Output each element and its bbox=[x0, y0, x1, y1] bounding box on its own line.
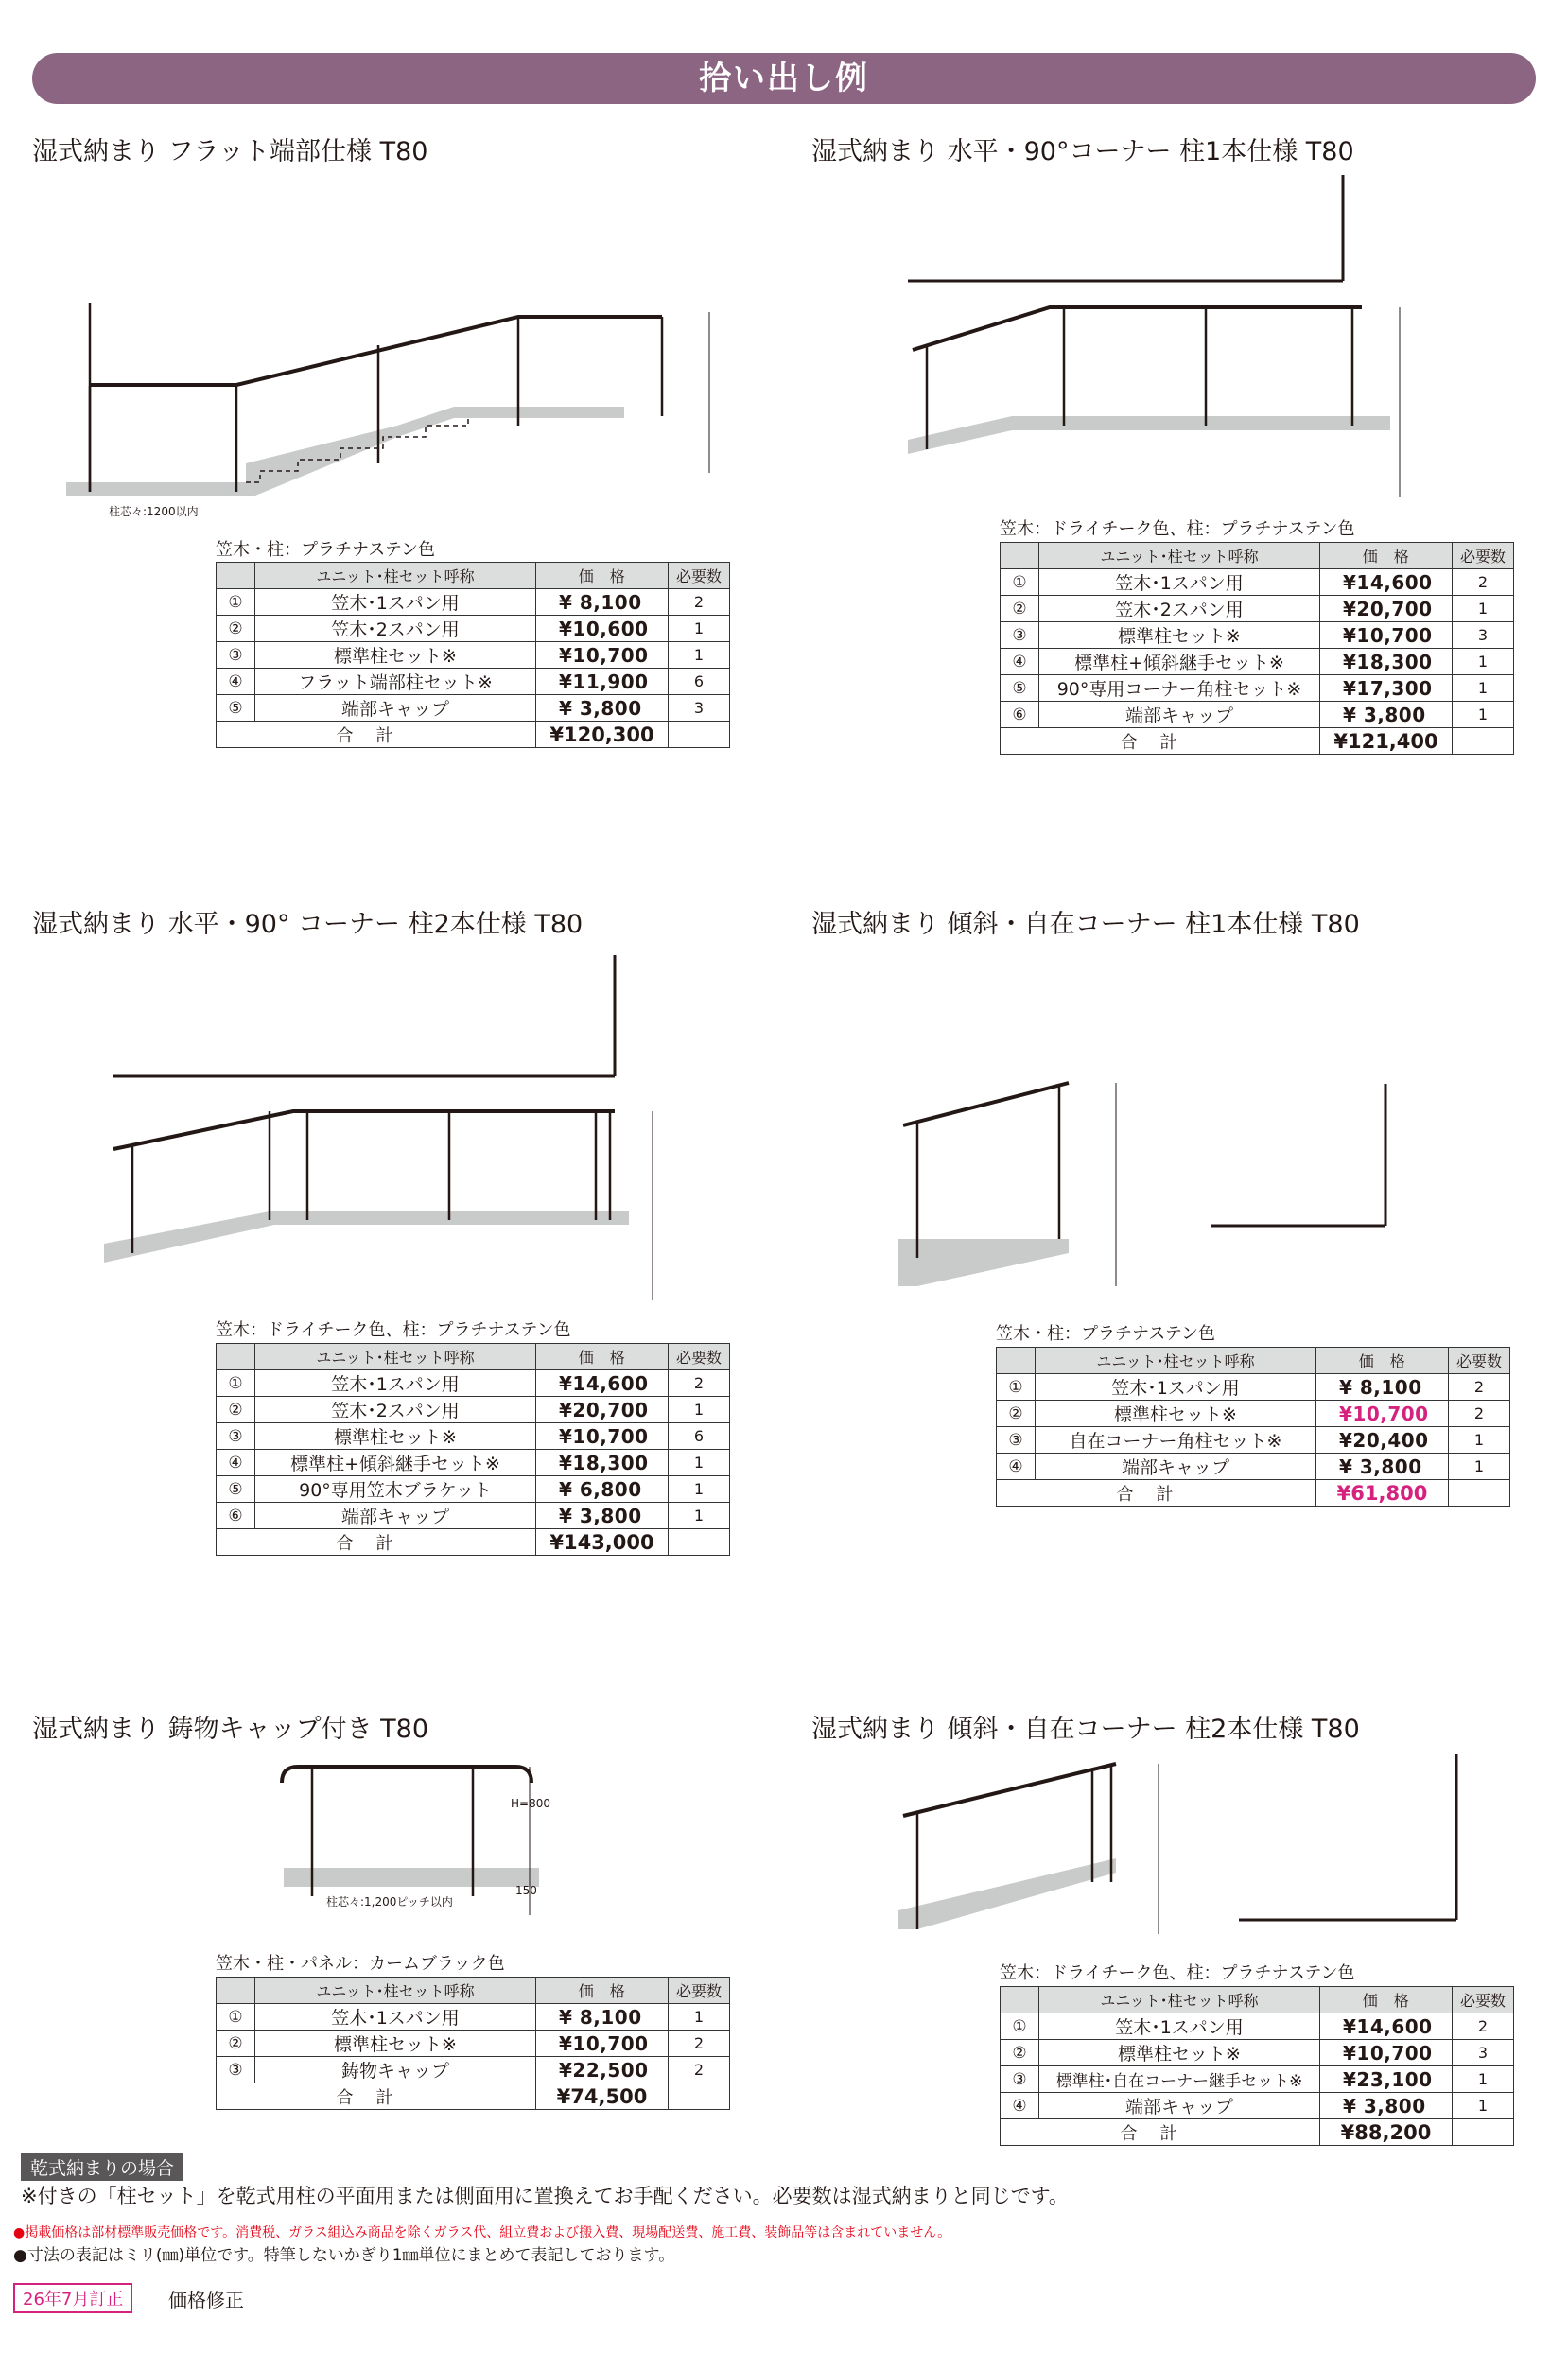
row-name: 笠木･1スパン用 bbox=[1039, 569, 1320, 596]
row-required: 6 bbox=[669, 669, 730, 695]
revision-text: 価格修正 bbox=[168, 2289, 244, 2311]
row-number: ① bbox=[997, 1374, 1036, 1401]
table-row bbox=[1001, 702, 1514, 728]
table-row bbox=[217, 1476, 730, 1503]
row-name: 標準柱セット※ bbox=[1039, 2040, 1320, 2066]
row-number: ③ bbox=[1001, 622, 1039, 649]
row-price: ¥ 3,800 bbox=[536, 1503, 669, 1529]
price-table bbox=[216, 1977, 730, 2110]
table-row bbox=[217, 2057, 730, 2083]
row-price: ¥20,700 bbox=[536, 1397, 669, 1423]
header-cell bbox=[217, 1978, 255, 2004]
row-price: ¥10,700 bbox=[536, 1423, 669, 1450]
row-number: ① bbox=[1001, 569, 1039, 596]
row-name: 90°専用コーナー角柱セット※ bbox=[1039, 675, 1320, 702]
table-header-row bbox=[997, 1348, 1510, 1374]
row-name: 端部キャップ bbox=[255, 1503, 536, 1529]
row-number: ① bbox=[1001, 2013, 1039, 2040]
section-title: 湿式納まり 鋳物キャップ付き T80 bbox=[32, 1715, 429, 1744]
table-header-row bbox=[217, 563, 730, 589]
total-price: ¥143,000 bbox=[536, 1529, 669, 1556]
table-header-row bbox=[217, 1978, 730, 2004]
row-price: ¥14,600 bbox=[536, 1370, 669, 1397]
row-name: 標準柱セット※ bbox=[1039, 622, 1320, 649]
row-name: 笠木･1スパン用 bbox=[255, 2004, 536, 2031]
dimension-label bbox=[1135, 1315, 1140, 1316]
section-title: 湿式納まり 傾斜・自在コーナー 柱2本仕様 T80 bbox=[811, 1715, 1360, 1744]
header-cell: ユニット･柱セット呼称 bbox=[1039, 1987, 1320, 2013]
dry-installation-badge: 乾式納まりの場合 bbox=[21, 2153, 183, 2181]
row-price: ¥ 3,800 bbox=[536, 695, 669, 722]
row-price: ¥ 3,800 bbox=[1320, 702, 1453, 728]
row-required: 2 bbox=[669, 589, 730, 616]
row-number: ⑤ bbox=[217, 1476, 255, 1503]
row-price: ¥17,300 bbox=[1320, 675, 1453, 702]
table-row bbox=[1001, 622, 1514, 649]
row-required: 2 bbox=[669, 2031, 730, 2057]
header-cell: ユニット･柱セット呼称 bbox=[1036, 1348, 1316, 1374]
row-number: ④ bbox=[217, 1450, 255, 1476]
row-name: 標準柱セット※ bbox=[1036, 1401, 1316, 1427]
row-price: ¥14,600 bbox=[1320, 2013, 1453, 2040]
row-required: 1 bbox=[669, 616, 730, 642]
total-price: ¥88,200 bbox=[1320, 2119, 1453, 2146]
row-required: 1 bbox=[1453, 596, 1514, 622]
table-row bbox=[217, 1450, 730, 1476]
row-number: ② bbox=[217, 616, 255, 642]
table-row bbox=[1001, 569, 1514, 596]
row-name: 標準柱+傾斜継手セット※ bbox=[255, 1450, 536, 1476]
total-price: ¥120,300 bbox=[536, 722, 669, 748]
section-caption: 笠木・柱：プラチナステン色 bbox=[216, 540, 436, 560]
row-name: 笠木･2スパン用 bbox=[255, 616, 536, 642]
row-number: ⑥ bbox=[217, 1503, 255, 1529]
row-number: ① bbox=[217, 1370, 255, 1397]
total-label: 合計 bbox=[217, 2083, 536, 2110]
header-cell: 必要数 bbox=[1453, 1987, 1514, 2013]
row-number: ⑤ bbox=[217, 695, 255, 722]
row-required: 2 bbox=[1453, 2013, 1514, 2040]
row-name: 端部キャップ bbox=[1039, 702, 1320, 728]
table-row bbox=[1001, 2013, 1514, 2040]
table-row bbox=[217, 695, 730, 722]
row-name: 笠木･1スパン用 bbox=[1036, 1374, 1316, 1401]
header-cell: 価 格 bbox=[1316, 1348, 1449, 1374]
railing-diagram bbox=[104, 941, 690, 1310]
total-label: 合計 bbox=[1001, 728, 1320, 755]
row-required: 3 bbox=[1453, 2040, 1514, 2066]
header-cell: ユニット･柱セット呼称 bbox=[255, 563, 536, 589]
table-total-row bbox=[1001, 728, 1514, 755]
row-name: 標準柱セット※ bbox=[255, 642, 536, 669]
row-number: ③ bbox=[217, 2057, 255, 2083]
price-table bbox=[216, 562, 730, 748]
total-label: 合計 bbox=[217, 722, 536, 748]
row-price: ¥ 3,800 bbox=[1316, 1454, 1449, 1480]
header-cell bbox=[997, 1348, 1036, 1374]
section-title: 湿式納まり 水平・90° コーナー 柱2本仕様 T80 bbox=[32, 910, 584, 939]
price-table bbox=[996, 1347, 1510, 1507]
row-number: ⑤ bbox=[1001, 675, 1039, 702]
row-name: 笠木･1スパン用 bbox=[1039, 2013, 1320, 2040]
row-price: ¥10,700 bbox=[536, 2031, 669, 2057]
row-required: 1 bbox=[1453, 2093, 1514, 2119]
header-cell: 価 格 bbox=[536, 563, 669, 589]
row-required: 3 bbox=[669, 695, 730, 722]
header-cell bbox=[1001, 543, 1039, 569]
row-number: ② bbox=[217, 1397, 255, 1423]
price-table bbox=[1000, 542, 1514, 755]
unit-note: ●寸法の表記はミリ(㎜)単位です。特筆しないかぎり1㎜単位にまとめて表記しております。 bbox=[13, 2246, 675, 2265]
table-row bbox=[1001, 2093, 1514, 2119]
row-name: 鋳物キャップ bbox=[255, 2057, 536, 2083]
header-cell: 必要数 bbox=[669, 1344, 730, 1370]
dry-installation-note: ※付きの「柱セット」を乾式用柱の平面用または側面用に置換えてお手配ください。必要数は湿式納まりと同じです。 bbox=[21, 2185, 1069, 2207]
table-total-row bbox=[1001, 2119, 1514, 2146]
header-cell: ユニット･柱セット呼称 bbox=[255, 1344, 536, 1370]
row-required: 6 bbox=[669, 1423, 730, 1450]
table-header-row bbox=[217, 1344, 730, 1370]
row-required: 2 bbox=[669, 1370, 730, 1397]
header-cell: 価 格 bbox=[1320, 1987, 1453, 2013]
section-title: 湿式納まり フラット端部仕様 T80 bbox=[32, 137, 428, 166]
table-total-row bbox=[217, 722, 730, 748]
dimension-label: 柱芯々:1,200ピッチ以内 bbox=[326, 1895, 453, 1909]
row-name: 笠木･2スパン用 bbox=[1039, 596, 1320, 622]
row-number: ② bbox=[1001, 2040, 1039, 2066]
row-price: ¥14,600 bbox=[1320, 569, 1453, 596]
row-required: 1 bbox=[669, 1450, 730, 1476]
table-total-row bbox=[997, 1480, 1510, 1507]
row-required: 1 bbox=[1453, 702, 1514, 728]
railing-diagram bbox=[57, 303, 738, 530]
header-cell: ユニット･柱セット呼称 bbox=[255, 1978, 536, 2004]
section-title: 湿式納まり 傾斜・自在コーナー 柱1本仕様 T80 bbox=[811, 910, 1360, 939]
table-row bbox=[1001, 649, 1514, 675]
section-caption: 笠木：ドライチーク色、柱：プラチナステン色 bbox=[216, 1320, 571, 1340]
price-table bbox=[1000, 1986, 1514, 2146]
row-price: ¥11,900 bbox=[536, 669, 669, 695]
dimension-label: H=800 bbox=[511, 1797, 550, 1810]
table-row bbox=[1001, 2066, 1514, 2093]
section-caption: 笠木：ドライチーク色、柱：プラチナステン色 bbox=[1000, 519, 1355, 539]
row-required: 1 bbox=[669, 1476, 730, 1503]
row-required: 1 bbox=[1453, 649, 1514, 675]
table-row bbox=[997, 1427, 1510, 1454]
row-price: ¥18,300 bbox=[1320, 649, 1453, 675]
row-price: ¥10,600 bbox=[536, 616, 669, 642]
row-price: ¥20,400 bbox=[1316, 1427, 1449, 1454]
table-row bbox=[217, 616, 730, 642]
price-note: ●掲載価格は部材標準販売価格です。消費税、ガラス組込み商品を除くガラス代、組立費および搬入費、現場配送費、施工費、装飾品等は含まれていません。 bbox=[13, 2225, 951, 2240]
table-row bbox=[217, 669, 730, 695]
table-row bbox=[217, 642, 730, 669]
railing-diagram bbox=[898, 1069, 1447, 1305]
row-required: 2 bbox=[1449, 1374, 1510, 1401]
row-price: ¥ 6,800 bbox=[536, 1476, 669, 1503]
row-number: ③ bbox=[1001, 2066, 1039, 2093]
row-required: 2 bbox=[669, 2057, 730, 2083]
section-title: 湿式納まり 水平・90°コーナー 柱1本仕様 T80 bbox=[811, 137, 1354, 166]
header-cell: 価 格 bbox=[536, 1978, 669, 2004]
table-header-row bbox=[1001, 543, 1514, 569]
table-row bbox=[217, 1397, 730, 1423]
table-row bbox=[217, 1503, 730, 1529]
table-total-row bbox=[217, 1529, 730, 1556]
row-price: ¥23,100 bbox=[1320, 2066, 1453, 2093]
header-cell bbox=[1001, 1987, 1039, 2013]
row-number: ③ bbox=[217, 1423, 255, 1450]
row-required: 1 bbox=[669, 1397, 730, 1423]
header-cell: ユニット･柱セット呼称 bbox=[1039, 543, 1320, 569]
row-price: ¥10,700 bbox=[536, 642, 669, 669]
table-row bbox=[1001, 2040, 1514, 2066]
table-row bbox=[217, 1370, 730, 1397]
row-name: 端部キャップ bbox=[255, 695, 536, 722]
table-row bbox=[217, 2031, 730, 2057]
total-label: 合計 bbox=[997, 1480, 1316, 1507]
row-required: 1 bbox=[1453, 2066, 1514, 2093]
row-name: 端部キャップ bbox=[1036, 1454, 1316, 1480]
row-name: 笠木･1スパン用 bbox=[255, 1370, 536, 1397]
row-number: ① bbox=[217, 2004, 255, 2031]
row-required: 1 bbox=[669, 642, 730, 669]
total-label: 合計 bbox=[1001, 2119, 1320, 2146]
row-required: 1 bbox=[1449, 1454, 1510, 1480]
row-name: 90°専用笠木ブラケット bbox=[255, 1476, 536, 1503]
row-price: ¥10,700 bbox=[1316, 1401, 1449, 1427]
total-label: 合計 bbox=[217, 1529, 536, 1556]
section-caption: 笠木・柱：プラチナステン色 bbox=[996, 1324, 1216, 1344]
row-number: ④ bbox=[217, 669, 255, 695]
railing-diagram bbox=[898, 1740, 1466, 1977]
header-cell: 必要数 bbox=[1453, 543, 1514, 569]
row-name: 標準柱セット※ bbox=[255, 2031, 536, 2057]
revision-badge: 26年7月訂正 bbox=[13, 2283, 132, 2313]
row-name: 標準柱･自在コーナー継手セット※ bbox=[1039, 2066, 1320, 2093]
row-price: ¥ 8,100 bbox=[536, 2004, 669, 2031]
total-price: ¥121,400 bbox=[1320, 728, 1453, 755]
table-row bbox=[217, 2004, 730, 2031]
row-required: 2 bbox=[1449, 1401, 1510, 1427]
row-price: ¥ 8,100 bbox=[536, 589, 669, 616]
row-name: 自在コーナー角柱セット※ bbox=[1036, 1427, 1316, 1454]
row-number: ② bbox=[997, 1401, 1036, 1427]
header-cell bbox=[217, 563, 255, 589]
row-name: 笠木･2スパン用 bbox=[255, 1397, 536, 1423]
table-row bbox=[997, 1454, 1510, 1480]
row-required: 3 bbox=[1453, 622, 1514, 649]
row-price: ¥20,700 bbox=[1320, 596, 1453, 622]
section-caption: 笠木・柱・パネル：カームブラック色 bbox=[216, 1954, 505, 1974]
row-price: ¥22,500 bbox=[536, 2057, 669, 2083]
header-cell: 必要数 bbox=[1449, 1348, 1510, 1374]
total-price: ¥74,500 bbox=[536, 2083, 669, 2110]
header-cell: 価 格 bbox=[1320, 543, 1453, 569]
row-name: フラット端部柱セット※ bbox=[255, 669, 536, 695]
row-number: ① bbox=[217, 589, 255, 616]
row-required: 1 bbox=[669, 1503, 730, 1529]
page-banner: 拾い出し例 bbox=[32, 53, 1536, 104]
dimension-label: 柱芯々:1200以内 bbox=[109, 505, 199, 518]
header-cell: 必要数 bbox=[669, 563, 730, 589]
row-name: 笠木･1スパン用 bbox=[255, 589, 536, 616]
price-table bbox=[216, 1343, 730, 1556]
row-number: ② bbox=[217, 2031, 255, 2057]
row-number: ④ bbox=[997, 1454, 1036, 1480]
row-name: 標準柱セット※ bbox=[255, 1423, 536, 1450]
table-row bbox=[1001, 596, 1514, 622]
row-number: ④ bbox=[1001, 2093, 1039, 2119]
header-cell: 価 格 bbox=[536, 1344, 669, 1370]
table-row bbox=[1001, 675, 1514, 702]
row-price: ¥10,700 bbox=[1320, 2040, 1453, 2066]
railing-diagram bbox=[898, 166, 1428, 506]
table-row bbox=[997, 1374, 1510, 1401]
table-row bbox=[217, 589, 730, 616]
row-required: 1 bbox=[669, 2004, 730, 2031]
row-number: ④ bbox=[1001, 649, 1039, 675]
row-required: 1 bbox=[1449, 1427, 1510, 1454]
row-required: 2 bbox=[1453, 569, 1514, 596]
table-row bbox=[217, 1423, 730, 1450]
table-row bbox=[997, 1401, 1510, 1427]
header-cell: 必要数 bbox=[669, 1978, 730, 2004]
row-number: ③ bbox=[997, 1427, 1036, 1454]
dimension-label: 150 bbox=[515, 1884, 537, 1897]
table-total-row bbox=[217, 2083, 730, 2110]
header-cell bbox=[217, 1344, 255, 1370]
row-number: ② bbox=[1001, 596, 1039, 622]
row-price: ¥10,700 bbox=[1320, 622, 1453, 649]
row-number: ⑥ bbox=[1001, 702, 1039, 728]
table-header-row bbox=[1001, 1987, 1514, 2013]
row-name: 標準柱+傾斜継手セット※ bbox=[1039, 649, 1320, 675]
total-price: ¥61,800 bbox=[1316, 1480, 1449, 1507]
section-caption: 笠木：ドライチーク色、柱：プラチナステン色 bbox=[1000, 1963, 1355, 1983]
row-price: ¥ 8,100 bbox=[1316, 1374, 1449, 1401]
row-price: ¥ 3,800 bbox=[1320, 2093, 1453, 2119]
row-name: 端部キャップ bbox=[1039, 2093, 1320, 2119]
row-required: 1 bbox=[1453, 675, 1514, 702]
row-number: ③ bbox=[217, 642, 255, 669]
row-price: ¥18,300 bbox=[536, 1450, 669, 1476]
